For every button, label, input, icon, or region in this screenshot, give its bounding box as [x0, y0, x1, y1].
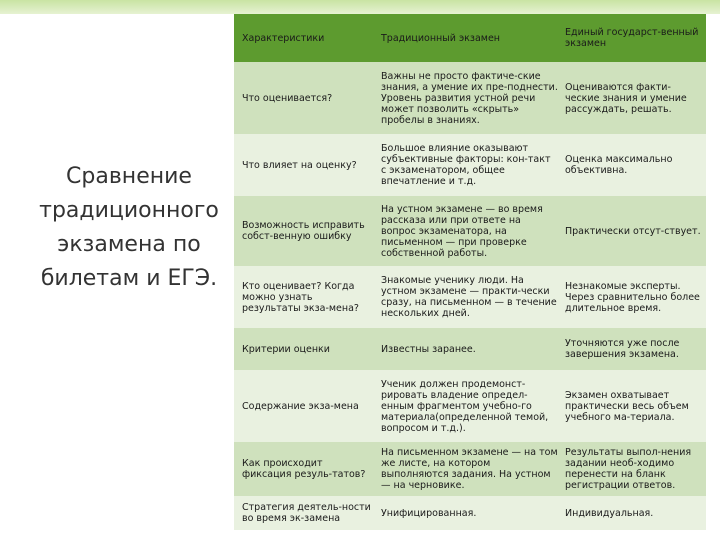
row-traditional: Важны не просто фактиче-ские знания, а умение их пре-поднести. Уровень развития устной речи может позволить «скрыть» пробелы в знаниях.: [375, 62, 561, 134]
top-accent-band: [0, 0, 720, 14]
row-traditional: Унифицированная.: [375, 496, 561, 530]
row-traditional: Знакомые ученику люди. На устном экзамене — практи-чески сразу, на письменном — в течение нескольких дней.: [375, 266, 561, 328]
slide-title: Сравнение традиционного экзамена по билетам и ЕГЭ.: [39, 164, 219, 291]
row-unified: Незнакомые эксперты. Через сравнительно более длительное время.: [561, 266, 706, 328]
row-characteristic: Что оценивается?: [234, 62, 375, 134]
row-characteristic: Возможность исправить собст-венную ошибку: [234, 196, 375, 266]
table-row: [234, 370, 706, 442]
table-row: [234, 134, 706, 196]
row-unified: Экзамен охватывает практически весь объем учебного ма-териала.: [561, 370, 706, 442]
header-unified-exam: Единый государст-венный экзамен: [561, 14, 706, 62]
row-characteristic: Кто оценивает? Когда можно узнать результаты экза-мена?: [234, 266, 375, 328]
table-row: [234, 442, 706, 496]
table-row: [234, 328, 706, 370]
row-traditional: На письменном экзамене — на том же листе, на котором выполняются задания. На устном — на черновике.: [375, 442, 561, 496]
header-traditional-exam: Традиционный экзамен: [375, 14, 561, 62]
table-row: [234, 496, 706, 530]
table-header-row: [234, 14, 706, 62]
table-row: [234, 62, 706, 134]
row-characteristic: Как происходит фиксация резуль-татов?: [234, 442, 375, 496]
row-unified: Практически отсут-ствует.: [561, 196, 706, 266]
row-unified: Уточняются уже после завершения экзамена.: [561, 328, 706, 370]
row-unified: Оцениваются факти-ческие знания и умение рассуждать, решать.: [561, 62, 706, 134]
comparison-table: [234, 14, 706, 530]
row-traditional: Известны заранее.: [375, 328, 561, 370]
row-characteristic: Что влияет на оценку?: [234, 134, 375, 196]
header-characteristics: Характеристики: [234, 14, 375, 62]
row-characteristic: Содержание экза-мена: [234, 370, 375, 442]
row-unified: Результаты выпол-нения задании необ-ходимо перенести на бланк регистрации ответов.: [561, 442, 706, 496]
row-unified: Индивидуальная.: [561, 496, 706, 530]
table-row: [234, 196, 706, 266]
table-row: [234, 266, 706, 328]
row-characteristic: Критерии оценки: [234, 328, 375, 370]
row-traditional: На устном экзамене — во время рассказа или при ответе на вопрос экзаменатора, на письменном — при проверке собственной работы.: [375, 196, 561, 266]
row-traditional: Ученик должен продемонст-рировать владение определ-енным фрагментом учебно-го материала(определенной темой, вопросом и т.д.).: [375, 370, 561, 442]
row-traditional: Большое влияние оказывают субъективные факторы: кон-такт с экзаменатором, общее впечатление и т.д.: [375, 134, 561, 196]
row-characteristic: Стратегия деятель-ности во время эк-замена: [234, 496, 375, 530]
row-unified: Оценка максимально объективна.: [561, 134, 706, 196]
